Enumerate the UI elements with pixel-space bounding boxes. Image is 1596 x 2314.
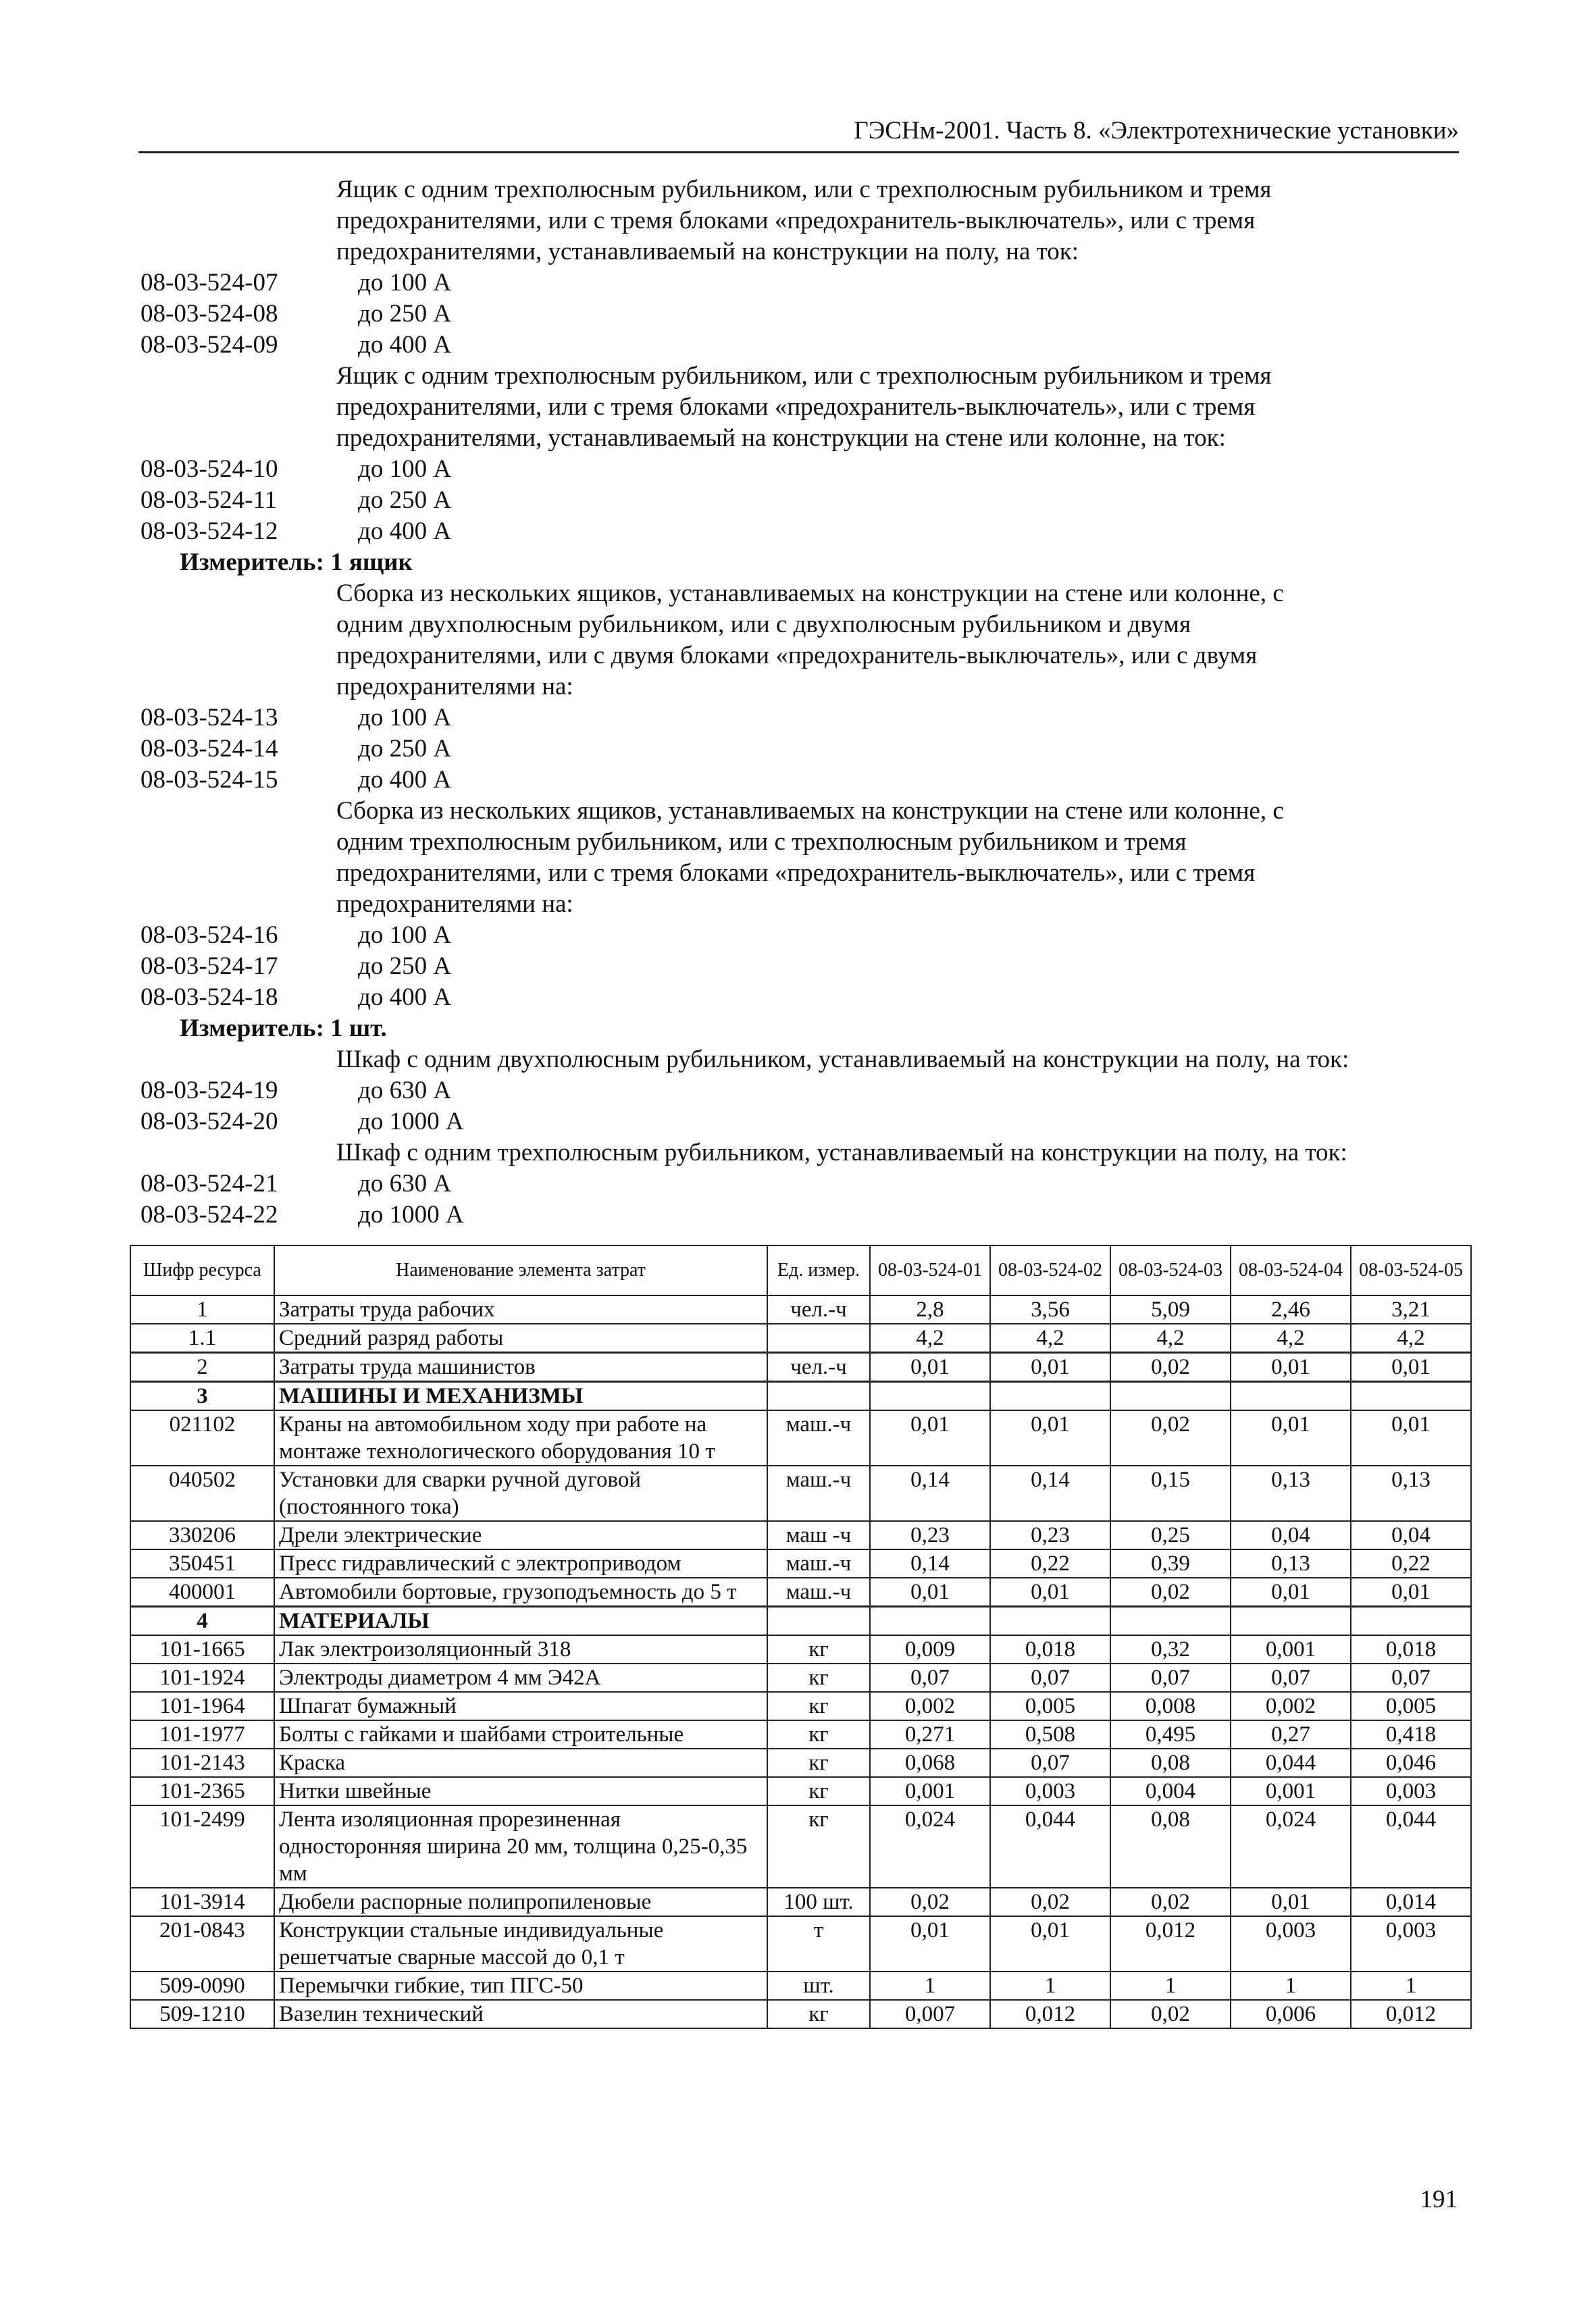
resource-code: 509-0090 xyxy=(130,1972,274,2000)
page-header xyxy=(138,113,1459,153)
norm-item xyxy=(140,702,1464,734)
norm-item xyxy=(140,330,1464,361)
norm-code: 08-03-524-17 xyxy=(140,952,278,980)
resource-unit: т xyxy=(767,1916,870,1972)
resource-value: 0,08 xyxy=(1110,1805,1231,1888)
resource-value xyxy=(990,1607,1110,1636)
norm-value: до 400 А xyxy=(358,517,452,545)
norm-value: до 630 А xyxy=(358,1077,452,1104)
norm-value: до 1000 А xyxy=(358,1201,464,1229)
table-row xyxy=(130,1692,1471,1720)
description-text: предохранителями, или с тремя блоками «предохранитель-выключатель», или с тремя xyxy=(336,207,1256,234)
table-row xyxy=(130,1635,1471,1664)
resource-value: 0,01 xyxy=(990,1410,1110,1466)
table-row xyxy=(130,1664,1471,1692)
description-line xyxy=(140,174,1464,205)
resource-value: 1 xyxy=(1110,1972,1231,2000)
resource-code: 3 xyxy=(130,1382,274,1411)
resource-value xyxy=(870,1607,990,1636)
resource-value: 0,07 xyxy=(990,1664,1110,1692)
description-text: одним двухполюсным рубильником, или с двухполюсным рубильником и двумя xyxy=(336,611,1191,638)
resource-value xyxy=(870,1382,990,1411)
resource-name: Пресс гидравлический с электроприводом xyxy=(274,1549,767,1578)
norm-code: 08-03-524-20 xyxy=(140,1108,278,1135)
resource-value: 0,01 xyxy=(870,1578,990,1607)
resource-name: Затраты труда рабочих xyxy=(274,1295,767,1324)
norm-value: до 250 А xyxy=(358,486,452,514)
norm-value: до 100 А xyxy=(358,269,452,297)
resource-value: 4,2 xyxy=(870,1324,990,1353)
resource-value: 0,07 xyxy=(990,1749,1110,1777)
resource-value xyxy=(1231,1607,1351,1636)
resource-value: 0,007 xyxy=(870,2000,990,2028)
description-line xyxy=(140,858,1464,889)
resource-code: 101-3914 xyxy=(130,1888,274,1916)
description-line xyxy=(140,1044,1464,1075)
resource-value: 0,01 xyxy=(990,1353,1110,1382)
header-col-2: 08-03-524-02 xyxy=(990,1245,1110,1295)
resource-value: 0,14 xyxy=(990,1466,1110,1521)
resource-name: Затраты труда машинистов xyxy=(274,1353,767,1382)
header-col-4: 08-03-524-04 xyxy=(1231,1245,1351,1295)
norm-item xyxy=(140,516,1464,547)
measure-text: Измеритель: 1 шт. xyxy=(180,1014,387,1042)
resource-value xyxy=(1351,1607,1471,1636)
resource-value xyxy=(1351,1382,1471,1411)
norm-item xyxy=(140,1075,1464,1106)
resource-value: 0,07 xyxy=(1110,1664,1231,1692)
resource-name: Установки для сварки ручной дуговой (постоянного тока) xyxy=(274,1466,767,1521)
resource-name: Конструкции стальные индивидуальные решетчатые сварные массой до 0,1 т xyxy=(274,1916,767,1972)
description-line xyxy=(140,889,1464,920)
resource-value: 0,024 xyxy=(870,1805,990,1888)
resource-value xyxy=(990,1382,1110,1411)
resource-value: 1 xyxy=(1351,1972,1471,2000)
resource-value: 0,044 xyxy=(990,1805,1110,1888)
table-row xyxy=(130,1805,1471,1888)
resource-value: 0,003 xyxy=(1351,1916,1471,1972)
page-number: 191 xyxy=(1420,2186,1458,2213)
resource-unit: чел.-ч xyxy=(767,1353,870,1382)
table-row xyxy=(130,1295,1471,1324)
description-line xyxy=(140,640,1464,671)
table-row xyxy=(130,1466,1471,1521)
resource-value: 0,012 xyxy=(1351,2000,1471,2028)
header-col-5: 08-03-524-05 xyxy=(1351,1245,1471,1295)
description-line xyxy=(140,796,1464,827)
resource-value: 0,006 xyxy=(1231,2000,1351,2028)
resource-value: 0,02 xyxy=(1110,2000,1231,2028)
resource-name: Лак электроизоляционный 318 xyxy=(274,1635,767,1664)
norm-code: 08-03-524-08 xyxy=(140,300,278,328)
norm-code: 08-03-524-13 xyxy=(140,704,278,731)
norm-code: 08-03-524-09 xyxy=(140,331,278,359)
resource-unit: кг xyxy=(767,1692,870,1720)
resource-value: 1 xyxy=(870,1972,990,2000)
resource-value: 0,002 xyxy=(1231,1692,1351,1720)
description-text: предохранителями, или с тремя блоками «предохранитель-выключатель», или с тремя xyxy=(336,393,1256,421)
resource-value: 0,02 xyxy=(990,1888,1110,1916)
resource-value: 0,04 xyxy=(1351,1521,1471,1549)
resource-value: 0,024 xyxy=(1231,1805,1351,1888)
resource-value: 0,001 xyxy=(870,1777,990,1805)
resource-value: 4,2 xyxy=(1110,1324,1231,1353)
resource-value: 0,012 xyxy=(990,2000,1110,2028)
resource-value: 0,04 xyxy=(1231,1521,1351,1549)
resource-value: 4,2 xyxy=(1231,1324,1351,1353)
table-row xyxy=(130,1916,1471,1972)
table-row xyxy=(130,1521,1471,1549)
norm-item xyxy=(140,454,1464,485)
resource-value: 0,001 xyxy=(1231,1635,1351,1664)
table-row xyxy=(130,1749,1471,1777)
resource-code: 021102 xyxy=(130,1410,274,1466)
header-unit: Ед. измер. xyxy=(767,1245,870,1295)
resource-unit: кг xyxy=(767,1635,870,1664)
resource-code: 2 xyxy=(130,1353,274,1382)
norm-code: 08-03-524-18 xyxy=(140,983,278,1011)
resource-name: Электроды диаметром 4 мм Э42А xyxy=(274,1664,767,1692)
table-row xyxy=(130,1382,1471,1411)
resource-unit: шт. xyxy=(767,1972,870,2000)
table-row xyxy=(130,1410,1471,1466)
resource-name: Лента изоляционная прорезиненная односторонняя ширина 20 мм, толщина 0,25-0,35 мм xyxy=(274,1805,767,1888)
header-col-3: 08-03-524-03 xyxy=(1110,1245,1231,1295)
description-text: предохранителями, устанавливаемый на конструкции на полу, на ток: xyxy=(336,238,1079,265)
resource-value: 0,046 xyxy=(1351,1749,1471,1777)
description-text: Шкаф с одним трехполюсным рубильником, устанавливаемый на конструкции на полу, на ток: xyxy=(336,1139,1347,1166)
norm-code: 08-03-524-19 xyxy=(140,1077,278,1104)
resource-value: 0,01 xyxy=(1351,1410,1471,1466)
norm-code: 08-03-524-16 xyxy=(140,921,278,949)
norm-item xyxy=(140,485,1464,516)
resource-value: 0,003 xyxy=(1351,1777,1471,1805)
resource-name: Дюбели распорные полипропиленовые xyxy=(274,1888,767,1916)
resource-value: 0,271 xyxy=(870,1720,990,1749)
resource-unit: чел.-ч xyxy=(767,1295,870,1324)
resource-value: 0,01 xyxy=(990,1916,1110,1972)
norm-value: до 400 А xyxy=(358,983,452,1011)
resource-value: 0,008 xyxy=(1110,1692,1231,1720)
resource-value: 0,044 xyxy=(1231,1749,1351,1777)
norm-item xyxy=(140,920,1464,951)
description-text: Ящик с одним трехполюсным рубильником, или с трехполюсным рубильником и тремя xyxy=(336,362,1272,390)
resource-value: 4,2 xyxy=(1351,1324,1471,1353)
norm-code: 08-03-524-15 xyxy=(140,766,278,794)
norm-value: до 1000 А xyxy=(358,1108,464,1135)
table-row xyxy=(130,1720,1471,1749)
resource-value: 0,01 xyxy=(1231,1578,1351,1607)
resource-value: 0,01 xyxy=(1231,1410,1351,1466)
measure-line xyxy=(140,1013,1464,1044)
resource-value: 0,07 xyxy=(1231,1664,1351,1692)
norm-item xyxy=(140,267,1464,299)
description-line xyxy=(140,236,1464,267)
resource-name: Краска xyxy=(274,1749,767,1777)
description-line xyxy=(140,609,1464,640)
resource-name: Нитки швейные xyxy=(274,1777,767,1805)
resource-value: 1 xyxy=(990,1972,1110,2000)
resource-name: Шпагат бумажный xyxy=(274,1692,767,1720)
resource-value: 1 xyxy=(1231,1972,1351,2000)
resource-value: 0,018 xyxy=(1351,1635,1471,1664)
description-text: Сборка из нескольких ящиков, устанавливаемых на конструкции на стене или колонне, с xyxy=(336,797,1284,825)
table-row xyxy=(130,1972,1471,2000)
resource-unit: маш.-ч xyxy=(767,1466,870,1521)
norm-item xyxy=(140,982,1464,1013)
resource-value: 5,09 xyxy=(1110,1295,1231,1324)
header-code: Шифр ресурса xyxy=(130,1245,274,1295)
resource-value: 0,13 xyxy=(1231,1466,1351,1521)
resource-value: 0,014 xyxy=(1351,1888,1471,1916)
resource-unit: маш.-ч xyxy=(767,1549,870,1578)
resource-value: 0,01 xyxy=(870,1410,990,1466)
resource-code: 040502 xyxy=(130,1466,274,1521)
resource-value: 3,56 xyxy=(990,1295,1110,1324)
resource-value: 0,22 xyxy=(1351,1549,1471,1578)
resource-name: Дрели электрические xyxy=(274,1521,767,1549)
resource-code: 330206 xyxy=(130,1521,274,1549)
resource-code: 509-1210 xyxy=(130,2000,274,2028)
resource-value: 0,02 xyxy=(1110,1578,1231,1607)
resource-value: 0,22 xyxy=(990,1549,1110,1578)
resource-value: 0,01 xyxy=(870,1916,990,1972)
resource-code: 4 xyxy=(130,1607,274,1636)
header-title: ГЭСНм-2001. Часть 8. «Электротехнические установки» xyxy=(854,117,1459,145)
norm-value: до 400 А xyxy=(358,331,452,359)
resource-value: 0,02 xyxy=(870,1888,990,1916)
resource-value: 0,02 xyxy=(1110,1410,1231,1466)
resource-value: 0,418 xyxy=(1351,1720,1471,1749)
resource-name: Перемычки гибкие, тип ПГС-50 xyxy=(274,1972,767,2000)
resource-value: 0,27 xyxy=(1231,1720,1351,1749)
resource-unit xyxy=(767,1607,870,1636)
resource-unit xyxy=(767,1324,870,1353)
resource-value: 0,01 xyxy=(1351,1353,1471,1382)
resource-value: 0,01 xyxy=(1231,1353,1351,1382)
norm-value: до 100 А xyxy=(358,455,452,483)
resource-value: 0,009 xyxy=(870,1635,990,1664)
description-line xyxy=(140,1137,1464,1168)
norm-item xyxy=(140,1200,1464,1231)
table-row xyxy=(130,1353,1471,1382)
resource-unit: маш.-ч xyxy=(767,1578,870,1607)
norm-value: до 100 А xyxy=(358,921,452,949)
norm-code: 08-03-524-21 xyxy=(140,1170,278,1198)
resource-value: 2,8 xyxy=(870,1295,990,1324)
resource-value: 0,01 xyxy=(1351,1578,1471,1607)
norm-code: 08-03-524-07 xyxy=(140,269,278,297)
norm-item xyxy=(140,951,1464,982)
resource-unit: кг xyxy=(767,1664,870,1692)
resource-value: 0,02 xyxy=(1110,1353,1231,1382)
resource-unit: кг xyxy=(767,1805,870,1888)
resource-value: 0,14 xyxy=(870,1466,990,1521)
resource-name: МАШИНЫ И МЕХАНИЗМЫ xyxy=(274,1382,767,1411)
resource-value: 0,068 xyxy=(870,1749,990,1777)
norm-value: до 630 А xyxy=(358,1170,452,1198)
resource-code: 1.1 xyxy=(130,1324,274,1353)
resource-value: 0,01 xyxy=(990,1578,1110,1607)
resource-code: 101-1977 xyxy=(130,1720,274,1749)
norm-value: до 250 А xyxy=(358,952,452,980)
resource-value: 0,012 xyxy=(1110,1916,1231,1972)
header-name: Наименование элемента затрат xyxy=(274,1245,767,1295)
resource-unit: 100 шт. xyxy=(767,1888,870,1916)
norm-code: 08-03-524-11 xyxy=(140,486,278,514)
resource-code: 101-1964 xyxy=(130,1692,274,1720)
table-row xyxy=(130,1324,1471,1353)
resource-code: 101-2143 xyxy=(130,1749,274,1777)
resource-code: 350451 xyxy=(130,1549,274,1578)
resource-code: 1 xyxy=(130,1295,274,1324)
resource-value: 3,21 xyxy=(1351,1295,1471,1324)
description-line xyxy=(140,361,1464,392)
resource-value xyxy=(1110,1607,1231,1636)
resource-value: 0,08 xyxy=(1110,1749,1231,1777)
resource-value: 0,32 xyxy=(1110,1635,1231,1664)
description-text: предохранителями на: xyxy=(336,673,573,700)
resource-value: 0,39 xyxy=(1110,1549,1231,1578)
norm-item xyxy=(140,1106,1464,1137)
resource-value: 0,23 xyxy=(870,1521,990,1549)
resource-name: Болты с гайками и шайбами строительные xyxy=(274,1720,767,1749)
resource-unit xyxy=(767,1382,870,1411)
resource-value: 0,003 xyxy=(1231,1916,1351,1972)
description-text: Сборка из нескольких ящиков, устанавливаемых на конструкции на стене или колонне, с xyxy=(336,580,1284,607)
description-line xyxy=(140,205,1464,236)
resource-name: Краны на автомобильном ходу при работе на монтаже технологического оборудования 10 т xyxy=(274,1410,767,1466)
resource-unit: маш -ч xyxy=(767,1521,870,1549)
resource-value: 0,02 xyxy=(1110,1888,1231,1916)
resource-table xyxy=(130,1245,1472,2029)
resource-value: 0,003 xyxy=(990,1777,1110,1805)
resource-value: 0,004 xyxy=(1110,1777,1231,1805)
table-row xyxy=(130,1578,1471,1607)
description-text: предохранителями, или с тремя блоками «предохранитель-выключатель», или с тремя xyxy=(336,859,1256,887)
resource-name: Автомобили бортовые, грузоподъемность до 5 т xyxy=(274,1578,767,1607)
description-text: предохранителями, устанавливаемый на конструкции на стене или колонне, на ток: xyxy=(336,424,1226,452)
resource-unit: маш.-ч xyxy=(767,1410,870,1466)
norm-value: до 400 А xyxy=(358,766,452,794)
resource-value: 0,14 xyxy=(870,1549,990,1578)
norm-value: до 250 А xyxy=(358,735,452,763)
resource-value: 0,005 xyxy=(1351,1692,1471,1720)
resource-name: МАТЕРИАЛЫ xyxy=(274,1607,767,1636)
description-line xyxy=(140,671,1464,702)
resource-name: Средний разряд работы xyxy=(274,1324,767,1353)
resource-value: 0,13 xyxy=(1351,1466,1471,1521)
resource-value: 0,23 xyxy=(990,1521,1110,1549)
table-header-row xyxy=(130,1245,1471,1295)
resource-value: 0,005 xyxy=(990,1692,1110,1720)
description-text: одним трехполюсным рубильником, или с трехполюсным рубильником и тремя xyxy=(336,828,1187,856)
description-text: предохранителями на: xyxy=(336,890,573,918)
table-row xyxy=(130,1549,1471,1578)
resource-value: 0,15 xyxy=(1110,1466,1231,1521)
resource-value: 0,01 xyxy=(1231,1888,1351,1916)
description-line xyxy=(140,392,1464,423)
resource-value: 0,13 xyxy=(1231,1549,1351,1578)
norm-value: до 100 А xyxy=(358,704,452,731)
resource-value: 0,07 xyxy=(1351,1664,1471,1692)
header-col-1: 08-03-524-01 xyxy=(870,1245,990,1295)
norm-code: 08-03-524-14 xyxy=(140,735,278,763)
norm-code: 08-03-524-22 xyxy=(140,1201,278,1229)
resource-code: 201-0843 xyxy=(130,1916,274,1972)
resource-unit: кг xyxy=(767,1777,870,1805)
resource-value: 0,044 xyxy=(1351,1805,1471,1888)
resource-code: 101-1665 xyxy=(130,1635,274,1664)
description-text: Шкаф с одним двухполюсным рубильником, устанавливаемый на конструкции на полу, на ток: xyxy=(336,1046,1349,1073)
description-text: предохранителями, или с двумя блоками «предохранитель-выключатель», или с двумя xyxy=(336,642,1258,669)
resource-value: 2,46 xyxy=(1231,1295,1351,1324)
norm-list xyxy=(140,174,1464,1231)
resource-value: 0,495 xyxy=(1110,1720,1231,1749)
description-line xyxy=(140,827,1464,858)
resource-value xyxy=(1110,1382,1231,1411)
description-text: Ящик с одним трехполюсным рубильником, или с трехполюсным рубильником и тремя xyxy=(336,176,1272,203)
resource-value xyxy=(1231,1382,1351,1411)
description-line xyxy=(140,578,1464,609)
norm-item xyxy=(140,1168,1464,1200)
resource-unit: кг xyxy=(767,1749,870,1777)
resource-unit: кг xyxy=(767,1720,870,1749)
resource-value: 0,01 xyxy=(870,1353,990,1382)
norm-item xyxy=(140,734,1464,765)
description-line xyxy=(140,423,1464,454)
measure-text: Измеритель: 1 ящик xyxy=(180,548,413,576)
table-row xyxy=(130,2000,1471,2028)
norm-code: 08-03-524-10 xyxy=(140,455,278,483)
resource-value: 0,001 xyxy=(1231,1777,1351,1805)
norm-value: до 250 А xyxy=(358,300,452,328)
norm-item xyxy=(140,765,1464,796)
resource-value: 0,018 xyxy=(990,1635,1110,1664)
resource-code: 101-1924 xyxy=(130,1664,274,1692)
resource-unit: кг xyxy=(767,2000,870,2028)
resource-value: 0,07 xyxy=(870,1664,990,1692)
table-row xyxy=(130,1888,1471,1916)
resource-code: 400001 xyxy=(130,1578,274,1607)
table-row xyxy=(130,1777,1471,1805)
measure-line xyxy=(140,547,1464,578)
resource-name: Вазелин технический xyxy=(274,2000,767,2028)
resource-code: 101-2365 xyxy=(130,1777,274,1805)
table-row xyxy=(130,1607,1471,1636)
resource-value: 0,002 xyxy=(870,1692,990,1720)
resource-code: 101-2499 xyxy=(130,1805,274,1888)
resource-value: 0,508 xyxy=(990,1720,1110,1749)
resource-value: 0,25 xyxy=(1110,1521,1231,1549)
norm-code: 08-03-524-12 xyxy=(140,517,278,545)
norm-item xyxy=(140,299,1464,330)
resource-value: 4,2 xyxy=(990,1324,1110,1353)
